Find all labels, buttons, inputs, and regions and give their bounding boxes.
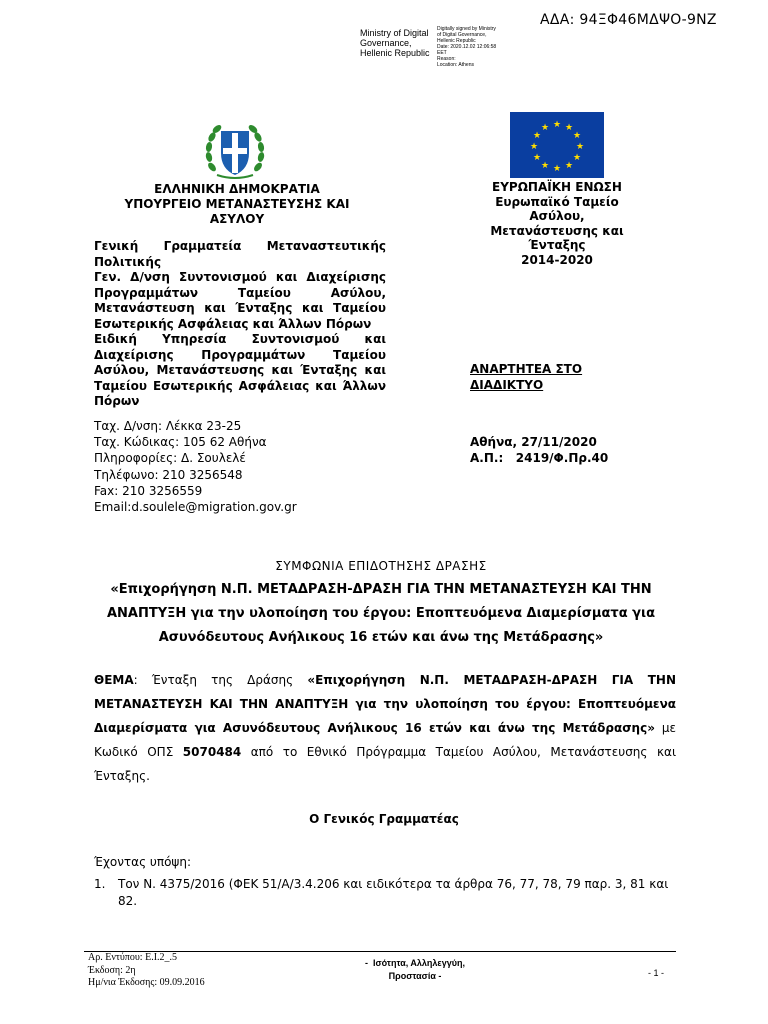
eu-flag-icon: [510, 112, 604, 178]
svg-text:★: ★: [564, 161, 574, 171]
signature-details: [437, 26, 496, 68]
svg-text:★: ★: [552, 164, 562, 174]
post-notice-line: ΔΙΑΔΙΚΤΥΟ: [470, 378, 544, 392]
svg-text:★: ★: [532, 153, 542, 163]
subject-code-label: με Κωδικό ΟΠΣ: [94, 721, 676, 759]
signature-detail-line: Digitally signed by Ministry: [437, 26, 496, 32]
footer-issue-date: Ημ/νια Έκδοσης: 09.09.2016: [88, 977, 205, 988]
protocol-number: Α.Π.: 2419/Φ.Πρ.40: [470, 451, 609, 465]
having-regard-label: Έχοντας υπόψη:: [94, 855, 191, 869]
post-notice-line: ΑΝΑΡΤΗΤΕΑ ΣΤΟ: [470, 362, 583, 376]
signature-signer-line: Governance,: [360, 38, 412, 48]
svg-text:★: ★: [572, 153, 582, 163]
agreement-title: [80, 554, 682, 650]
contact-details: [94, 418, 297, 515]
svg-text:★: ★: [540, 161, 550, 171]
signature-signer-line: Ministry of Digital: [360, 28, 429, 38]
eu-fund-header-line: Ασύλου,: [529, 209, 585, 223]
contact-address: Ταχ. Δ/νση: Λέκκα 23-25: [94, 419, 242, 433]
date-and-reference: [470, 434, 608, 466]
department-paragraph: Γενική Γραμματεία Μεταναστευτικής Πολιτικής: [94, 239, 386, 269]
ministry-header-line: ΥΠΟΥΡΓΕΙΟ ΜΕΤΑΝΑΣΤΕΥΣΗΣ ΚΑΙ: [124, 197, 350, 211]
department-paragraph: Ειδική Υπηρεσία Συντονισμού και Διαχείρισης Προγραμμάτων Ταμείου Ασύλου, Μετανάστευσης και Ένταξης και Ταμείου Εσωτερικής Ασφάλειας και Άλλων Πόρων: [94, 332, 386, 408]
footer-form-info: [88, 952, 205, 990]
svg-text:★: ★: [572, 131, 582, 141]
signature-signer-line: Hellenic Republic: [360, 48, 430, 58]
svg-text:★: ★: [564, 123, 574, 133]
agreement-heading: ΣΥΜΦΩΝΙΑ ΕΠΙΔΟΤΗΣΗΣ ΔΡΑΣΗΣ: [275, 559, 487, 573]
ministry-header-line: ΑΣΥΛΟΥ: [209, 212, 265, 226]
subject-program: από το Εθνικό Πρόγραμμα Ταμείου Ασύλου, Μετανάστευσης και Ένταξης.: [94, 745, 676, 783]
document-date: Αθήνα, 27/11/2020: [470, 435, 597, 449]
eu-fund-header: [472, 180, 642, 267]
department-paragraph: Γεν. Δ/νση Συντονισμού και Διαχείρισης Προγραμμάτων Ταμείου Ασύλου, Μετανάστευση και Ένταξης και Ταμείου Εσωτερικής Ασφάλειας και Άλλων Πόρων: [94, 270, 386, 331]
footer-motto-line: Προστασία -: [388, 971, 442, 981]
contact-phone: Τηλέφωνο: 210 3256548: [94, 467, 243, 482]
svg-text:★: ★: [552, 120, 562, 130]
contact-email[interactable]: Email:d.soulele@migration.gov.gr: [94, 500, 297, 515]
signature-detail-line: Reason:: [437, 56, 456, 62]
eu-fund-header-line: 2014-2020: [521, 252, 593, 267]
department-block: [94, 239, 386, 410]
eu-fund-header-line: ΕΥΡΩΠΑΪΚΗ ΕΝΩΣΗ: [492, 180, 622, 194]
ministry-header-line: ΕΛΛΗΝΙΚΗ ΔΗΜΟΚΡΑΤΙΑ: [154, 182, 320, 196]
signature-detail-line: Location: Athens: [437, 62, 474, 68]
post-online-notice: [470, 361, 582, 393]
greek-emblem-icon: [203, 123, 267, 181]
subject-label: ΘΕΜΑ: [94, 673, 134, 687]
signature-detail-line: of Digital Governance,: [437, 32, 487, 38]
footer-edition: Έκδοση: 2η: [88, 964, 136, 976]
svg-text:★: ★: [575, 142, 585, 152]
svg-text:★: ★: [540, 123, 550, 133]
general-secretary-heading: Ο Γενικός Γραμματέας: [309, 812, 459, 826]
subject-action-name: «Επιχορήγηση Ν.Π. ΜΕΤΑΔΡΑΣΗ-ΔΡΑΣΗ ΓΙΑ ΤΗΝ ΜΕΤΑΝΑΣΤΕΥΣΗ ΚΑΙ ΤΗΝ ΑΝΑΠΤΥΞΗ για την υλοποίηση του έργου: Εποπτευόμενα Διαμερίσματα για Ασυνόδευτους Ανήλικους 16 ετών και άνω της Μετάδρασης»: [94, 673, 676, 735]
signature-detail-line: Date: 2020.12.02 12:06:58: [437, 44, 497, 50]
svg-text:★: ★: [529, 142, 539, 152]
eu-fund-header-line: Μετανάστευσης και: [490, 223, 624, 238]
footer-motto-line: - Ισότητα, Αλληλεγγύη,: [365, 958, 465, 968]
contact-fax: Fax: 210 3256559: [94, 483, 203, 498]
list-item-number: 1.: [94, 877, 106, 891]
ada-code: ΑΔΑ: 94ΞΦ46ΜΔΨΟ-9ΝΖ: [540, 12, 717, 28]
footer-form-number: Αρ. Εντύπου: Ε.Ι.2_.5: [88, 952, 178, 963]
subject-paragraph: [94, 668, 676, 788]
signature-signer: [360, 28, 430, 58]
subject-ops-code: 5070484: [182, 745, 242, 759]
contact-info-person: Πληροφορίες: Δ. Σουλελέ: [94, 451, 246, 466]
subject-intro: : Ένταξη της Δράσης: [133, 673, 308, 687]
action-title: «Επιχορήγηση Ν.Π. ΜΕΤΑΔΡΑΣΗ-ΔΡΑΣΗ ΓΙΑ ΤΗΝ ΜΕΤΑΝΑΣΤΕΥΣΗ ΚΑΙ ΤΗΝ ΑΝΑΠΤΥΞΗ για την υλοποίηση του έργου: Εποπτευόμενα Διαμερίσματα για Ασυνόδευτους Ανήλικους 16 ετών και άνω της Μετάδρασης»: [106, 582, 656, 645]
signature-detail-line: EET: [437, 50, 447, 56]
eu-fund-header-line: Ένταξης: [528, 238, 586, 252]
signature-detail-line: Hellenic Republic: [437, 38, 476, 44]
svg-text:★: ★: [532, 131, 542, 141]
ministry-header: [112, 182, 362, 227]
list-item-text: Τον Ν. 4375/2016 (ΦΕΚ 51/Α/3.4.206 και ειδικότερα τα άρθρα 76, 77, 78, 79 παρ. 3, 81 και 82.: [118, 877, 669, 908]
page-number: - 1 -: [648, 968, 665, 978]
footer-motto: [345, 957, 485, 983]
list-item: [94, 876, 676, 910]
contact-postcode: Ταχ. Κώδικας: 105 62 Αθήνα: [94, 435, 267, 450]
eu-fund-header-line: Ευρωπαϊκό Ταμείο: [495, 194, 619, 209]
